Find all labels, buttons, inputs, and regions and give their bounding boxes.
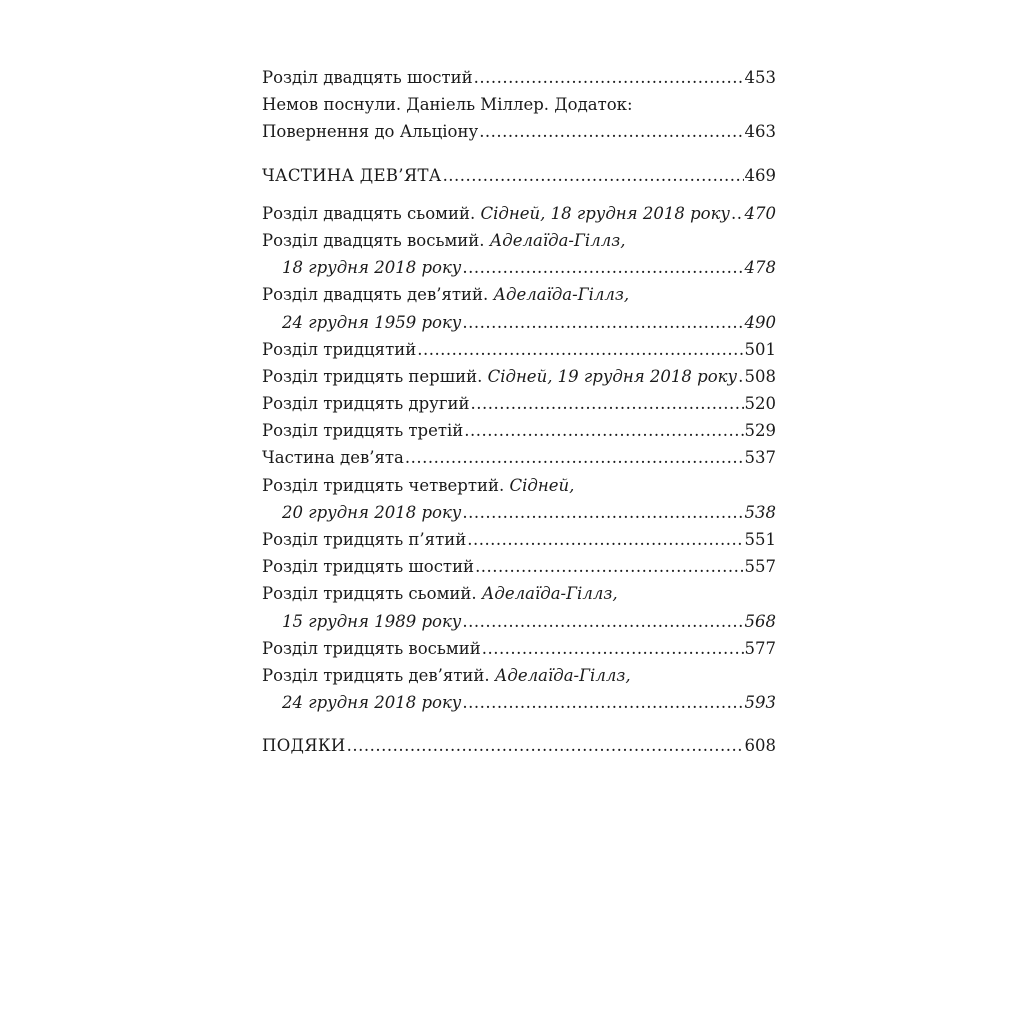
page-number: 557 (744, 557, 776, 577)
entry-subtitle: Сідней, 19 грудня 2018 року (487, 366, 738, 386)
toc-entry (262, 390, 776, 417)
leader-dots (462, 499, 743, 526)
toc-entry (262, 162, 776, 189)
entry-title: Повернення до Альціону (262, 122, 479, 142)
entry-subtitle: Аделаїда-Гіллз, (489, 230, 626, 250)
entry-title: Розділ тридцять перший. (262, 366, 483, 386)
entry-title: Розділ тридцять другий (262, 394, 470, 414)
leader-dots (464, 417, 743, 444)
toc-entry (262, 309, 776, 336)
page-number: 568 (744, 611, 776, 631)
toc-entry (262, 472, 776, 499)
toc-entry (262, 526, 776, 553)
entry-subtitle: Аделаїда-Гіллз, (494, 665, 631, 685)
leader-dots (471, 390, 744, 417)
leader-dots (475, 553, 743, 580)
entry-title: Розділ тридцять шостий (262, 557, 475, 577)
page-number: 520 (744, 394, 776, 414)
leader-dots (417, 336, 743, 363)
leader-dots (479, 118, 743, 145)
toc-entry (262, 64, 776, 91)
leader-dots (462, 254, 743, 281)
leader-dots (462, 608, 743, 635)
entry-title: Розділ двадцять сьомий. (262, 203, 476, 223)
entry-subtitle: 24 грудня 1959 року (282, 312, 462, 332)
leader-dots (738, 363, 743, 390)
leader-dots (443, 162, 744, 189)
toc-entry (262, 417, 776, 444)
page-number: 593 (744, 693, 776, 713)
page-number: 538 (744, 502, 776, 522)
toc-entry (262, 580, 776, 607)
page-number: 469 (744, 165, 776, 185)
table-of-contents (262, 64, 776, 760)
toc-entry (262, 254, 776, 281)
entry-title: Розділ двадцять восьмий. (262, 230, 485, 250)
entry-title: Розділ тридцятий (262, 339, 417, 359)
leader-dots (405, 444, 744, 471)
part-title: ЧАСТИНА ДЕВ’ЯТА (262, 165, 442, 185)
entry-subtitle: Аделаїда-Гіллз, (481, 584, 618, 604)
entry-title: Частина дев’ята (262, 448, 404, 468)
leader-dots (462, 309, 743, 336)
toc-entry (262, 281, 776, 308)
toc-entry (262, 732, 776, 759)
leader-dots (467, 526, 743, 553)
toc-entry (262, 200, 776, 227)
entry-subtitle: 20 грудня 2018 року (282, 502, 462, 522)
acknowledgements-title: ПОДЯКИ (262, 736, 346, 756)
leader-dots (731, 200, 744, 227)
entry-title: Немов поснули. Даніель Міллер. Додаток: (262, 95, 633, 115)
toc-entry (262, 227, 776, 254)
toc-entry (262, 91, 776, 118)
leader-dots (347, 732, 744, 759)
entry-subtitle: 18 грудня 2018 року (282, 258, 462, 278)
entry-title: Розділ тридцять восьмий (262, 638, 481, 658)
toc-entry (262, 336, 776, 363)
toc-entry (262, 689, 776, 716)
entry-title: Розділ тридцять дев’ятий. (262, 665, 490, 685)
page-number: 501 (744, 339, 776, 359)
toc-entry (262, 118, 776, 145)
toc-entry (262, 608, 776, 635)
entry-title: Розділ тридцять п’ятий (262, 530, 467, 549)
page-number: 463 (744, 122, 776, 142)
leader-dots (482, 635, 744, 662)
entry-title: Розділ тридцять четвертий. (262, 475, 505, 495)
entry-subtitle: 15 грудня 1989 року (282, 611, 462, 631)
toc-entry (262, 662, 776, 689)
entry-subtitle: Аделаїда-Гіллз, (493, 285, 630, 305)
leader-dots (462, 689, 743, 716)
entry-title: Розділ тридцять третій (262, 421, 464, 441)
leader-dots (474, 64, 744, 91)
toc-entry (262, 499, 776, 526)
entry-title: Розділ двадцять шостий (262, 68, 473, 87)
page-number: 529 (744, 421, 776, 441)
toc-entry (262, 363, 776, 390)
page-number: 453 (744, 68, 776, 87)
entry-subtitle: Сідней, 18 грудня 2018 року (480, 203, 730, 223)
page-number: 551 (744, 530, 776, 549)
entry-title: Розділ двадцять дев’ятий. (262, 285, 489, 305)
page-number: 478 (744, 258, 776, 278)
entry-subtitle: Сідней, (509, 475, 575, 495)
toc-entry (262, 444, 776, 471)
page-number: 508 (744, 366, 776, 386)
page-number: 608 (744, 736, 776, 756)
entry-title: Розділ тридцять сьомий. (262, 584, 477, 604)
page-number: 537 (744, 448, 776, 468)
page-number: 490 (744, 312, 776, 332)
toc-entry (262, 553, 776, 580)
entry-subtitle: 24 грудня 2018 року (282, 693, 462, 713)
toc-entry (262, 635, 776, 662)
page-number: 470 (744, 203, 776, 223)
page-number: 577 (744, 638, 776, 658)
